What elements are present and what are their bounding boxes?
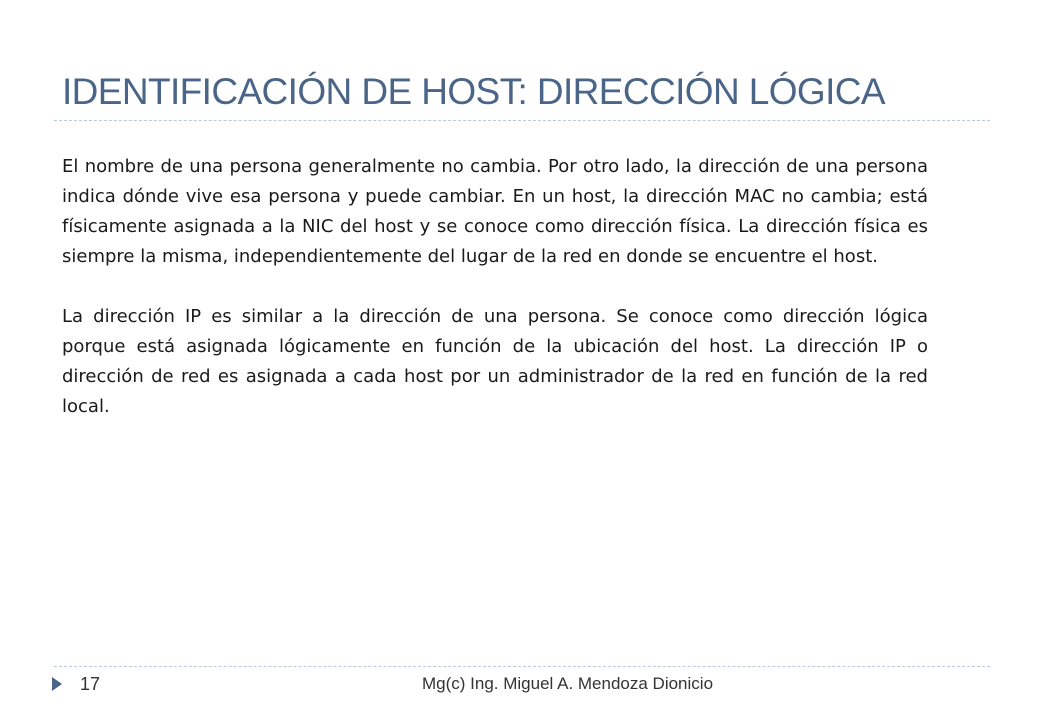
slide-body [62,152,928,452]
triangle-right-icon [52,677,62,691]
body-paragraph-1: El nombre de una persona generalmente no cambia. Por otro lado, la dirección de una persona indica dónde vive esa persona y puede cambiar. En un host, la dirección MAC no cambia; está físicamente asignada a la NIC del host y se conoce como dirección física. La dirección física es siempre la misma, independientemente del lugar de la red en donde se encuentre el host. [62,156,928,267]
footer-divider [54,666,990,667]
slide-title: IDENTIFICACIÓN DE HOST: DIRECCIÓN LÓGICA [62,71,885,112]
title-divider [54,120,990,121]
author-credit: Mg(c) Ing. Miguel A. Mendoza Dionicio [422,674,714,693]
page-number: 17 [80,674,101,694]
body-paragraph-2: La dirección IP es similar a la dirección de una persona. Se conoce como dirección lógica porque está asignada lógicamente en función de la ubicación del host. La dirección IP o dirección de red es asignada a cada host por un administrador de la red en función de la red local. [62,306,928,417]
